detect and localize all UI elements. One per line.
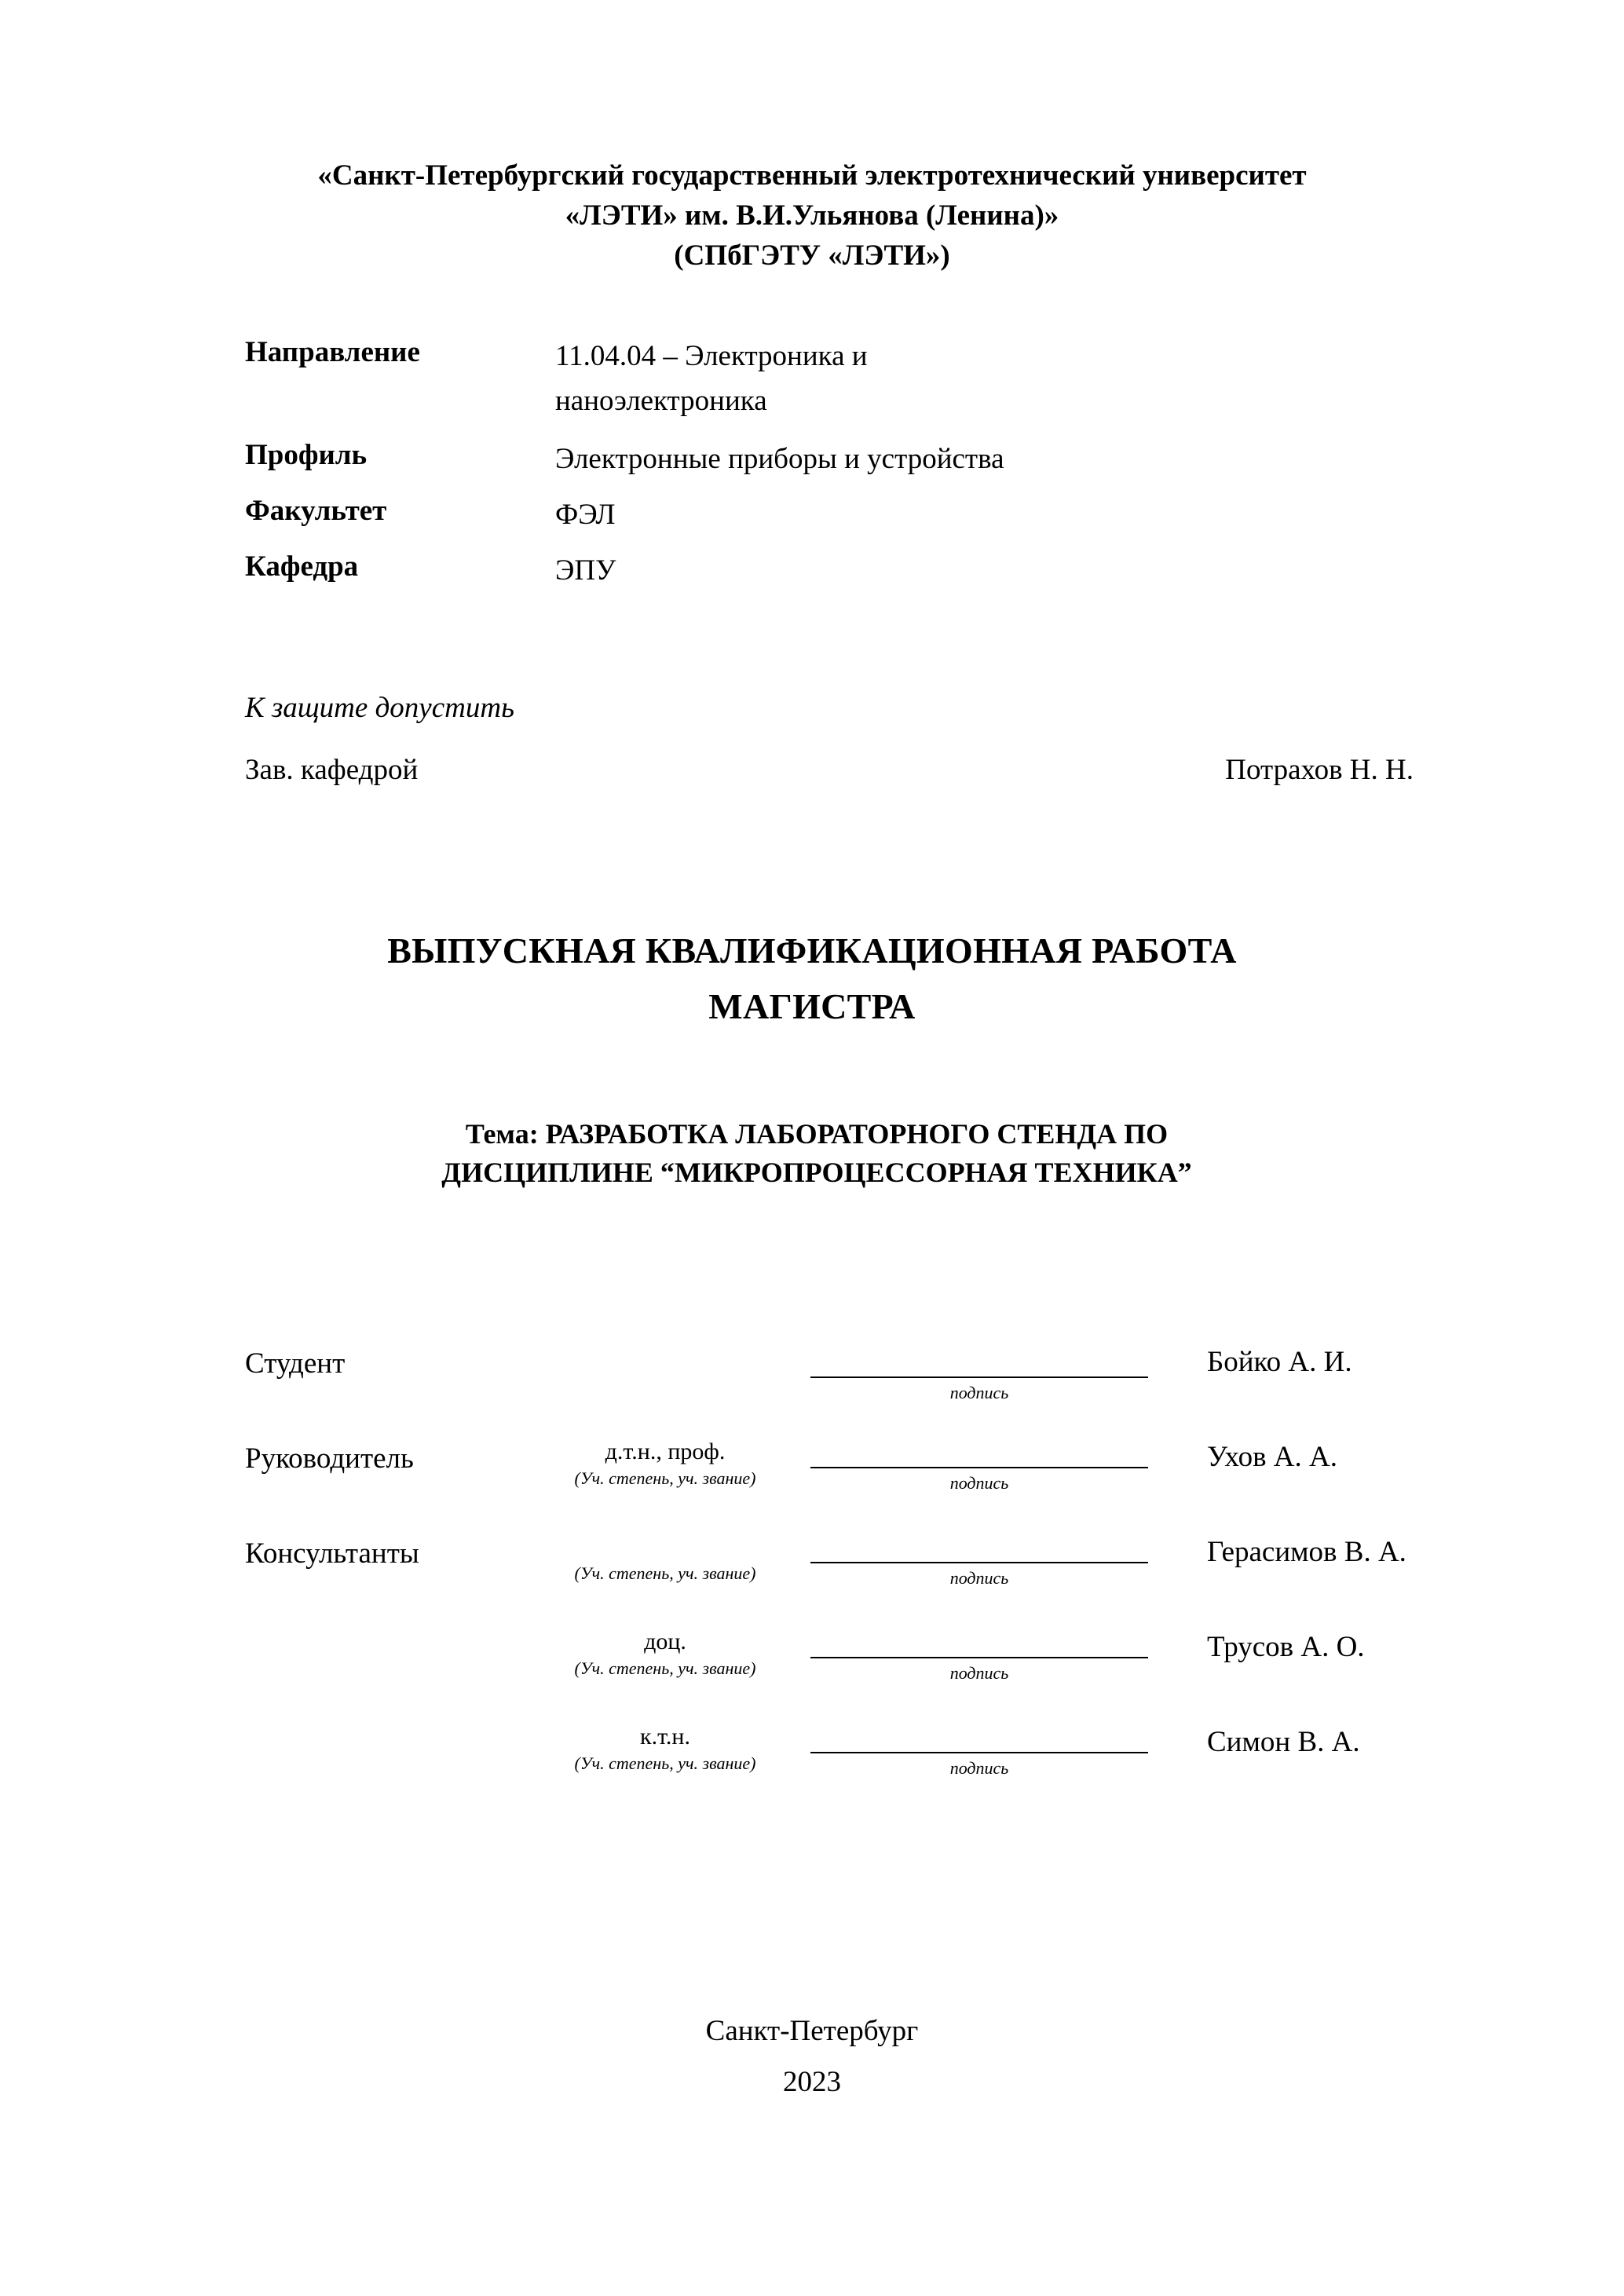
signature-name-student: Бойко А. И. <box>1207 1346 1352 1378</box>
signature-role-student: Студент <box>245 1347 346 1380</box>
page-title-line-2: МАГИСТРА <box>708 986 916 1027</box>
meta-value-direction <box>555 334 868 424</box>
program-meta-block <box>245 334 1423 601</box>
signature-line-consultant-1[interactable] <box>810 1562 1148 1563</box>
meta-value-department: ЭПУ <box>555 554 616 587</box>
signature-row-student <box>245 1339 1470 1434</box>
meta-label-faculty: Факультет <box>245 495 387 528</box>
signature-name-consultant-1: Герасимов В. А. <box>1207 1536 1406 1568</box>
signature-line-student[interactable] <box>810 1377 1148 1378</box>
signature-row-consultant-1 <box>245 1529 1470 1624</box>
meta-row-profile <box>245 437 1423 481</box>
signature-line-note-consultant-2: подпись <box>949 1663 1009 1683</box>
signature-line-note-consultant-1: подпись <box>949 1568 1009 1588</box>
page-title-line-1: ВЫПУСКНАЯ КВАЛИФИКАЦИОННАЯ РАБОТА <box>387 930 1237 971</box>
footer-city: Санкт-Петербург <box>705 2015 919 2047</box>
signature-name-consultant-3: Симон В. А. <box>1207 1726 1360 1758</box>
meta-row-faculty <box>245 492 1423 537</box>
approval-role: Зав. кафедрой <box>245 754 419 786</box>
signature-line-note-supervisor: подпись <box>949 1473 1009 1493</box>
thesis-theme-line-1: Тема: РАЗРАБОТКА ЛАБОРАТОРНОГО СТЕНДА ПО <box>465 1118 1169 1150</box>
approval-note: К защите допустить <box>245 692 514 724</box>
meta-row-department <box>245 548 1423 593</box>
signature-name-consultant-2: Трусов А. О. <box>1207 1631 1365 1663</box>
university-header-line-1: «Санкт-Петербургский государственный электротехнический университет <box>317 159 1307 192</box>
page-title <box>0 923 1624 1035</box>
meta-value-direction-line-2: наноэлектроника <box>555 385 767 418</box>
signature-line-note-consultant-3: подпись <box>949 1758 1009 1778</box>
signature-line-consultant-3[interactable] <box>810 1752 1148 1753</box>
meta-label-direction: Направление <box>245 336 420 368</box>
signature-role-supervisor: Руководитель <box>245 1442 414 1475</box>
signature-degree-note-consultant-3: (Уч. степень, уч. звание) <box>574 1753 756 1773</box>
approval-block <box>245 691 1423 787</box>
document-footer <box>0 2006 1624 2108</box>
meta-value-profile: Электронные приборы и устройства <box>555 442 1004 475</box>
meta-value-direction-line-1: 11.04.04 – Электроника и <box>555 340 868 372</box>
signature-line-supervisor[interactable] <box>810 1467 1148 1468</box>
approval-row <box>245 753 1423 787</box>
footer-year: 2023 <box>783 2065 841 2098</box>
signature-degree-note-consultant-2: (Уч. степень, уч. звание) <box>574 1658 756 1678</box>
signature-line-note-student: подпись <box>949 1383 1009 1402</box>
thesis-theme <box>298 1115 1335 1191</box>
signature-degree-note-supervisor: (Уч. степень, уч. звание) <box>574 1468 756 1488</box>
signature-line-consultant-2[interactable] <box>810 1657 1148 1658</box>
university-header-line-3: (СПбГЭТУ «ЛЭТИ») <box>674 239 950 272</box>
signature-degree-note-consultant-1: (Уч. степень, уч. звание) <box>574 1563 756 1583</box>
signature-degree-consultant-3: к.т.н. <box>640 1724 690 1749</box>
meta-label-department: Кафедра <box>245 550 359 583</box>
thesis-theme-line-2: ДИСЦИПЛИНЕ “МИКРОПРОЦЕССОРНАЯ ТЕХНИКА” <box>441 1156 1192 1188</box>
meta-row-direction <box>245 334 1423 424</box>
signature-name-supervisor: Ухов А. А. <box>1207 1441 1337 1473</box>
meta-label-profile: Профиль <box>245 438 368 471</box>
university-header <box>0 155 1624 276</box>
signature-row-supervisor <box>245 1434 1470 1529</box>
signature-degree-consultant-2: доц. <box>644 1629 686 1654</box>
meta-value-faculty: ФЭЛ <box>555 499 616 532</box>
signature-degree-supervisor: д.т.н., проф. <box>605 1439 726 1464</box>
signature-table <box>245 1339 1470 1814</box>
signature-row-consultant-3 <box>245 1719 1470 1814</box>
approval-name: Потрахов Н. Н. <box>1225 754 1414 786</box>
university-header-line-2: «ЛЭТИ» им. В.И.Ульянова (Ленина)» <box>565 199 1059 232</box>
signature-row-consultant-2 <box>245 1624 1470 1719</box>
signature-role-consultants: Консультанты <box>245 1537 419 1570</box>
